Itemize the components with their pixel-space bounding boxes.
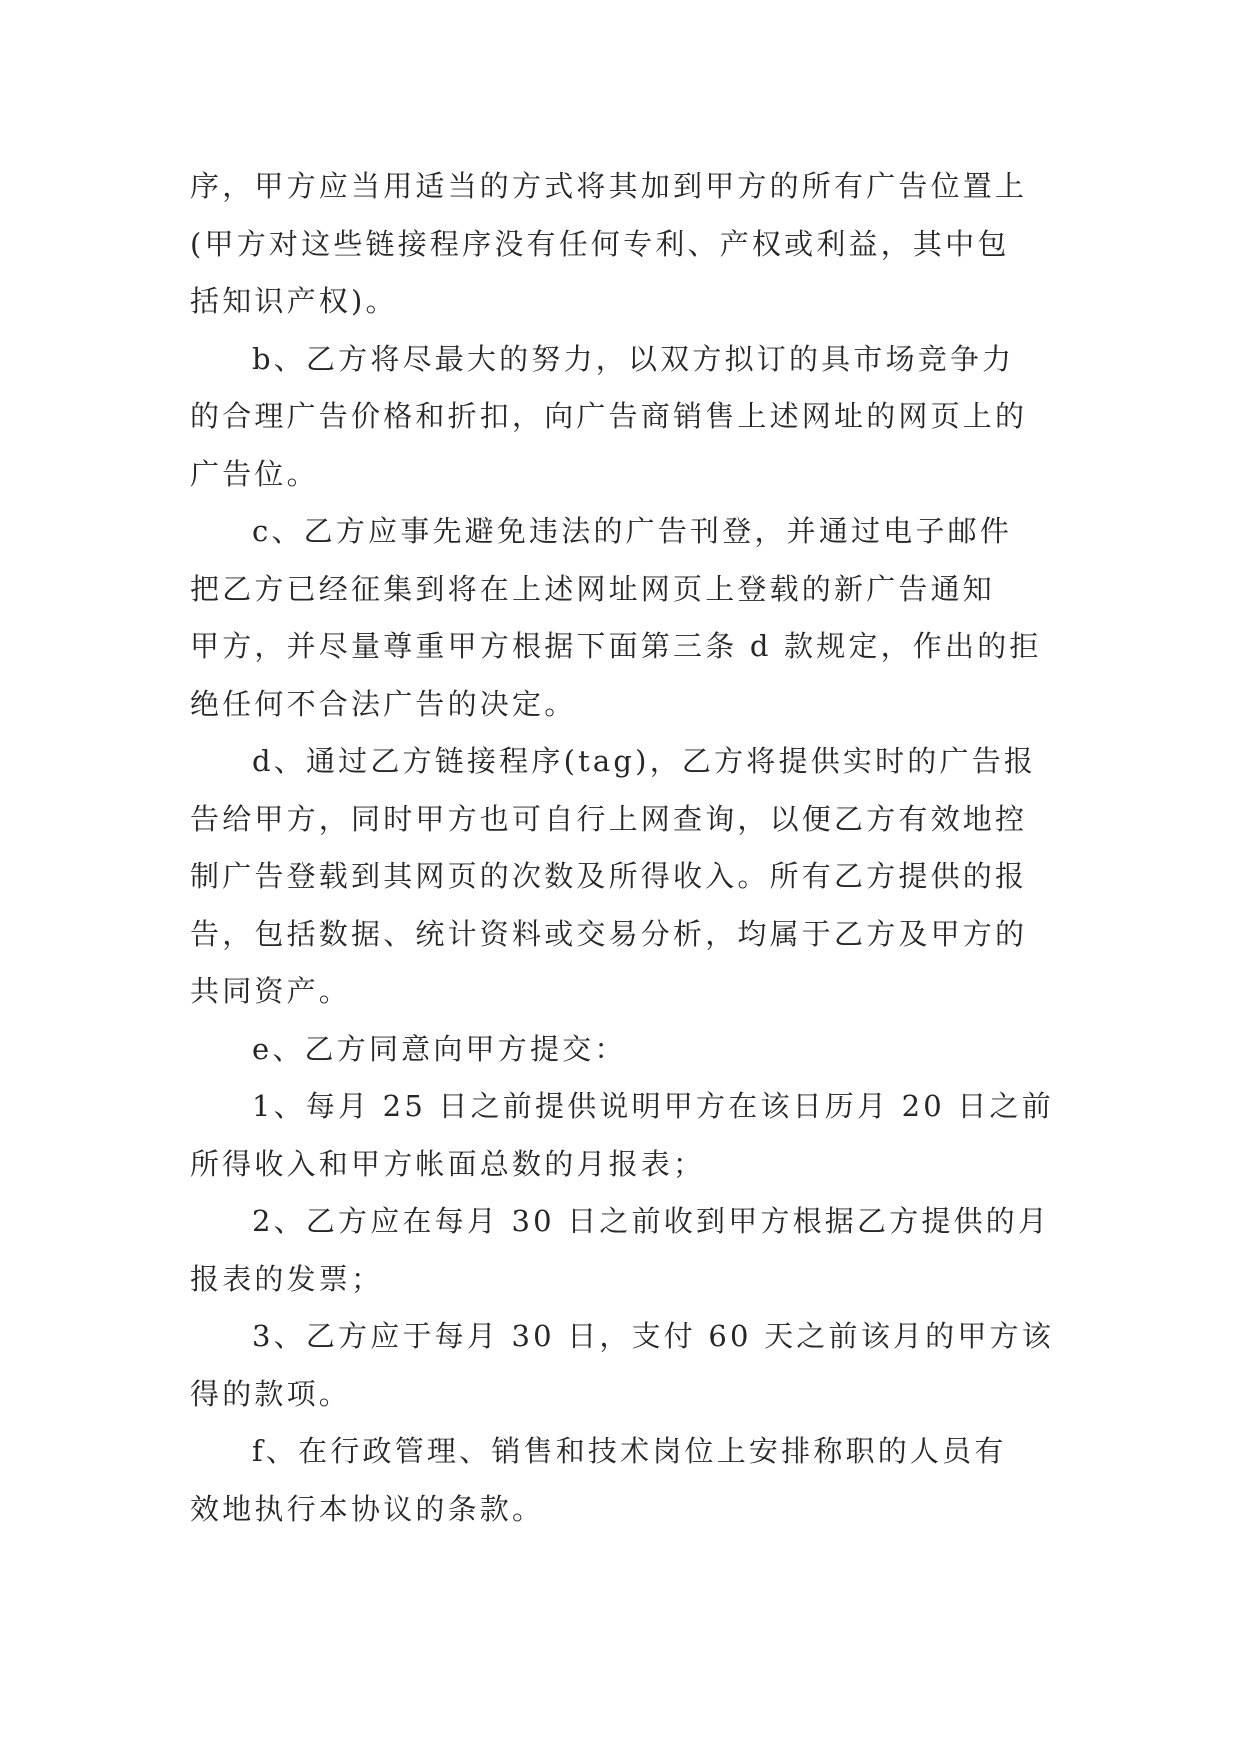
text-line: 的合理广告价格和折扣，向广告商销售上述网址的网页上的 bbox=[190, 399, 1028, 433]
item-2-first-line: 2、乙方应在每月 30 日之前收到甲方根据乙方提供的月 bbox=[252, 1204, 1051, 1238]
item-3-first-line: 3、乙方应于每月 30 日，支付 60 天之前该月的甲方该 bbox=[252, 1319, 1054, 1353]
text-line: 制广告登载到其网页的次数及所得收入。所有乙方提供的报 bbox=[190, 859, 1028, 893]
item-1-first-line: 1、每月 25 日之前提供说明甲方在该日历月 20 日之前 bbox=[252, 1089, 1054, 1123]
text-line: 括知识产权)。 bbox=[190, 284, 398, 318]
text-line: 告，包括数据、统计资料或交易分析，均属于乙方及甲方的 bbox=[190, 916, 1028, 951]
text-line: 绝任何不合法广告的决定。 bbox=[190, 686, 577, 721]
text-line: 序，甲方应当用适当的方式将其加到甲方的所有广告位置上 bbox=[190, 169, 1028, 203]
text-line: 共同资产。 bbox=[190, 974, 352, 1008]
text-line: 得的款项。 bbox=[190, 1376, 352, 1411]
text-line: 报表的发票； bbox=[190, 1261, 384, 1296]
text-line: 把乙方已经征集到将在上述网址网页上登载的新广告通知 bbox=[190, 571, 996, 606]
paragraph-d-first-line: d、通过乙方链接程序(tag)，乙方将提供实时的广告报 bbox=[252, 744, 1037, 778]
text-line: 所得收入和甲方帐面总数的月报表； bbox=[190, 1146, 706, 1181]
document-body bbox=[190, 158, 1060, 1538]
paragraph-c-first-line: c、乙方应事先避免违法的广告刊登，并通过电子邮件 bbox=[252, 514, 1013, 548]
text-line: 告给甲方，同时甲方也可自行上网查询，以便乙方有效地控 bbox=[190, 801, 1028, 836]
text-line: 效地执行本协议的条款。 bbox=[190, 1491, 545, 1526]
paragraph-f-first-line: f、在行政管理、销售和技术岗位上安排称职的人员有 bbox=[252, 1434, 1007, 1468]
paragraph-e-first-line: e、乙方同意向甲方提交： bbox=[252, 1031, 627, 1066]
text-line: 甲方，并尽量尊重甲方根据下面第三条 d 款规定，作出的拒 bbox=[190, 629, 1042, 663]
paragraph-b-first-line: b、乙方将尽最大的努力，以双方拟订的具市场竞争力 bbox=[252, 341, 1015, 376]
text-line: 广告位。 bbox=[190, 456, 319, 491]
text-line: (甲方对这些链接程序没有任何专利、产权或利益，其中包 bbox=[190, 226, 1010, 261]
